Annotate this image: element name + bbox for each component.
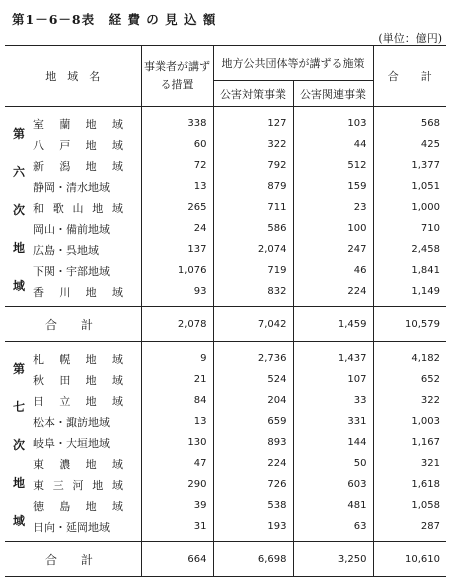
- business-value: 60: [141, 134, 213, 155]
- group-label-char: 次: [12, 202, 25, 217]
- region-name-cell: [33, 107, 141, 135]
- region-name-cell: [33, 281, 141, 307]
- header-local-gov: 地方公共団体等が講ずる施策: [213, 46, 373, 81]
- unit-label: (単位：億円): [378, 32, 442, 45]
- subtotal-total: 10,610: [373, 542, 446, 577]
- control-value: 726: [213, 474, 293, 495]
- business-value: 21: [141, 369, 213, 390]
- control-value: 127: [213, 107, 293, 135]
- total-value: 1,058: [373, 495, 446, 516]
- related-value: 1,437: [293, 342, 373, 370]
- region-name-char: 戸: [59, 138, 71, 152]
- table-row: [5, 218, 446, 239]
- subtotal-control: 6,698: [213, 542, 293, 577]
- business-value: 39: [141, 495, 213, 516]
- header-pollution-control: 公害対策事業: [213, 81, 293, 107]
- table-row: [5, 134, 446, 155]
- business-value: 265: [141, 197, 213, 218]
- group-label-char: 第: [12, 126, 25, 141]
- region-name: [33, 393, 123, 409]
- region-name-char: 日: [33, 394, 44, 408]
- region-name-char: 東: [33, 478, 44, 492]
- region-name-cell: [33, 197, 141, 218]
- total-value: 1,377: [373, 155, 446, 176]
- region-name-cell: [33, 495, 141, 516]
- region-name: [33, 116, 123, 132]
- region-name-char: 域: [111, 285, 123, 299]
- region-name-char: 域: [111, 499, 123, 513]
- header-pollution-related: 公害関連事業: [293, 81, 373, 107]
- table-row: [5, 390, 446, 411]
- related-value: 481: [293, 495, 373, 516]
- region-name-char: 山: [72, 201, 84, 215]
- control-value: 879: [213, 176, 293, 197]
- table-row: [5, 453, 446, 474]
- subtotal-business: 664: [141, 542, 213, 577]
- business-value: 31: [141, 516, 213, 542]
- region-name-char: 地: [85, 117, 97, 131]
- total-value: 1,003: [373, 411, 446, 432]
- subtotal-total: 10,579: [373, 307, 446, 342]
- business-value: 290: [141, 474, 213, 495]
- related-value: 144: [293, 432, 373, 453]
- region-name: 下関・宇部地域: [33, 264, 110, 278]
- header-business: 事業者が講ずる措置: [141, 46, 213, 107]
- control-value: 322: [213, 134, 293, 155]
- total-value: 287: [373, 516, 446, 542]
- region-name-char: 濃: [59, 457, 71, 471]
- business-value: 338: [141, 107, 213, 135]
- related-value: 44: [293, 134, 373, 155]
- region-name-cell: [33, 260, 141, 281]
- region-name-char: 徳: [33, 499, 44, 513]
- region-name-char: 幌: [59, 352, 71, 366]
- region-name-char: 三: [52, 478, 64, 492]
- group-label-char: 六: [12, 164, 25, 179]
- group-label: [5, 342, 33, 542]
- header-region: 地 域 名: [5, 46, 141, 107]
- business-value: 137: [141, 239, 213, 260]
- control-value: 224: [213, 453, 293, 474]
- subtotal-control: 7,042: [213, 307, 293, 342]
- business-value: 72: [141, 155, 213, 176]
- table-row: [5, 176, 446, 197]
- table-row: [5, 369, 446, 390]
- control-value: 792: [213, 155, 293, 176]
- related-value: 33: [293, 390, 373, 411]
- region-name: [33, 351, 123, 367]
- group-label-char: 域: [12, 513, 25, 528]
- region-name-char: 地: [85, 457, 97, 471]
- total-value: 1,167: [373, 432, 446, 453]
- region-name-char: 域: [111, 352, 123, 366]
- region-name: 日向・延岡地域: [33, 520, 110, 534]
- region-name-cell: [33, 432, 141, 453]
- total-value: 4,182: [373, 342, 446, 370]
- region-name-char: 域: [111, 457, 123, 471]
- subtotal-label: 合 計: [5, 307, 141, 342]
- region-name-cell: [33, 516, 141, 542]
- region-name-char: 八: [33, 138, 44, 152]
- region-name-char: 地: [85, 159, 97, 173]
- related-value: 224: [293, 281, 373, 307]
- region-name-char: 域: [111, 394, 123, 408]
- business-value: 9: [141, 342, 213, 370]
- region-name-cell: [33, 474, 141, 495]
- region-name-char: 東: [33, 457, 44, 471]
- region-name-char: 域: [111, 138, 123, 152]
- region-name-char: 香: [33, 285, 44, 299]
- table-title: 第1－6－8表 経 費 の 見 込 額: [12, 12, 217, 27]
- region-name-char: 地: [85, 394, 97, 408]
- subtotal-business: 2,078: [141, 307, 213, 342]
- total-value: 425: [373, 134, 446, 155]
- region-name: [33, 284, 123, 300]
- region-name-char: 域: [112, 201, 123, 215]
- region-name-cell: [33, 176, 141, 197]
- control-value: 711: [213, 197, 293, 218]
- table-row: [5, 239, 446, 260]
- region-name-char: 歌: [52, 201, 64, 215]
- business-value: 93: [141, 281, 213, 307]
- region-name-char: 河: [72, 478, 84, 492]
- business-value: 13: [141, 176, 213, 197]
- region-name-char: 新: [33, 159, 44, 173]
- total-value: 2,458: [373, 239, 446, 260]
- region-name: [33, 200, 123, 216]
- region-name-cell: [33, 218, 141, 239]
- region-name-char: 地: [92, 478, 104, 492]
- total-value: 322: [373, 390, 446, 411]
- region-name-char: 潟: [59, 159, 71, 173]
- region-name-cell: [33, 239, 141, 260]
- related-value: 512: [293, 155, 373, 176]
- subtotal-related: 3,250: [293, 542, 373, 577]
- table-row: [5, 474, 446, 495]
- control-value: 719: [213, 260, 293, 281]
- region-name-cell: [33, 411, 141, 432]
- control-value: 204: [213, 390, 293, 411]
- table-row: [5, 107, 446, 135]
- region-name-char: 田: [59, 373, 71, 387]
- subtotal-row: [5, 307, 446, 342]
- control-value: 832: [213, 281, 293, 307]
- region-name-char: 地: [85, 285, 97, 299]
- region-name: [33, 158, 123, 174]
- region-name-char: 域: [111, 117, 123, 131]
- region-name-char: 立: [59, 394, 71, 408]
- related-value: 50: [293, 453, 373, 474]
- region-name: [33, 477, 123, 493]
- total-value: 1,841: [373, 260, 446, 281]
- control-value: 524: [213, 369, 293, 390]
- table-row: [5, 432, 446, 453]
- related-value: 100: [293, 218, 373, 239]
- region-name-char: 域: [111, 159, 123, 173]
- control-value: 586: [213, 218, 293, 239]
- subtotal-label: 合 計: [5, 542, 141, 577]
- table-row: [5, 260, 446, 281]
- related-value: 159: [293, 176, 373, 197]
- related-value: 247: [293, 239, 373, 260]
- region-name: 広島・呉地域: [33, 243, 99, 257]
- table-row: [5, 495, 446, 516]
- region-name-cell: [33, 453, 141, 474]
- business-value: 84: [141, 390, 213, 411]
- group-label-char: 次: [12, 437, 25, 452]
- total-value: 710: [373, 218, 446, 239]
- total-value: 1,618: [373, 474, 446, 495]
- subtotal-related: 1,459: [293, 307, 373, 342]
- group-label-char: 七: [12, 399, 25, 414]
- total-value: 1,149: [373, 281, 446, 307]
- business-value: 47: [141, 453, 213, 474]
- control-value: 893: [213, 432, 293, 453]
- header-total: 合 計: [373, 46, 446, 107]
- region-name: 静岡・清水地域: [33, 180, 110, 194]
- region-name: [33, 498, 123, 514]
- table-row: [5, 197, 446, 218]
- region-name-char: 川: [59, 285, 71, 299]
- region-name-cell: [33, 369, 141, 390]
- control-value: 2,736: [213, 342, 293, 370]
- related-value: 103: [293, 107, 373, 135]
- total-value: 1,051: [373, 176, 446, 197]
- region-name-char: 地: [92, 201, 104, 215]
- total-value: 652: [373, 369, 446, 390]
- total-value: 321: [373, 453, 446, 474]
- related-value: 331: [293, 411, 373, 432]
- related-value: 603: [293, 474, 373, 495]
- related-value: 46: [293, 260, 373, 281]
- table-row: [5, 516, 446, 542]
- region-name: 松本・諏訪地域: [33, 415, 110, 429]
- region-name-cell: [33, 155, 141, 176]
- region-name-char: 域: [112, 478, 123, 492]
- group-label-char: 第: [12, 361, 25, 376]
- region-name-cell: [33, 390, 141, 411]
- business-value: 1,076: [141, 260, 213, 281]
- table-row: [5, 411, 446, 432]
- region-name-char: 地: [85, 499, 97, 513]
- region-name-char: 地: [85, 138, 97, 152]
- region-name-char: 和: [33, 201, 44, 215]
- region-name-char: 地: [85, 352, 97, 366]
- region-name: [33, 137, 123, 153]
- group-label-char: 地: [12, 240, 25, 255]
- related-value: 63: [293, 516, 373, 542]
- region-name-char: 札: [33, 352, 44, 366]
- region-name-cell: [33, 342, 141, 370]
- table-row: [5, 155, 446, 176]
- control-value: 193: [213, 516, 293, 542]
- region-name: [33, 372, 123, 388]
- region-name: 岡山・備前地域: [33, 222, 110, 236]
- region-name: 岐阜・大垣地域: [33, 436, 110, 450]
- business-value: 130: [141, 432, 213, 453]
- subtotal-row: [5, 542, 446, 577]
- group-label: [5, 107, 33, 307]
- business-value: 13: [141, 411, 213, 432]
- control-value: 538: [213, 495, 293, 516]
- group-label-char: 域: [12, 278, 25, 293]
- control-value: 2,074: [213, 239, 293, 260]
- region-name-cell: [33, 134, 141, 155]
- region-name: [33, 456, 123, 472]
- group-label-char: 地: [12, 475, 25, 490]
- region-name-char: 島: [59, 499, 71, 513]
- total-value: 1,000: [373, 197, 446, 218]
- control-value: 659: [213, 411, 293, 432]
- table-row: [5, 281, 446, 307]
- region-name-char: 室: [33, 117, 44, 131]
- related-value: 23: [293, 197, 373, 218]
- table-row: [5, 342, 446, 370]
- business-value: 24: [141, 218, 213, 239]
- region-name-char: 蘭: [59, 117, 71, 131]
- expense-table: [5, 45, 446, 577]
- region-name-char: 域: [111, 373, 123, 387]
- region-name-char: 秋: [33, 373, 44, 387]
- region-name-char: 地: [85, 373, 97, 387]
- related-value: 107: [293, 369, 373, 390]
- header-row-1: [5, 46, 446, 81]
- total-value: 568: [373, 107, 446, 135]
